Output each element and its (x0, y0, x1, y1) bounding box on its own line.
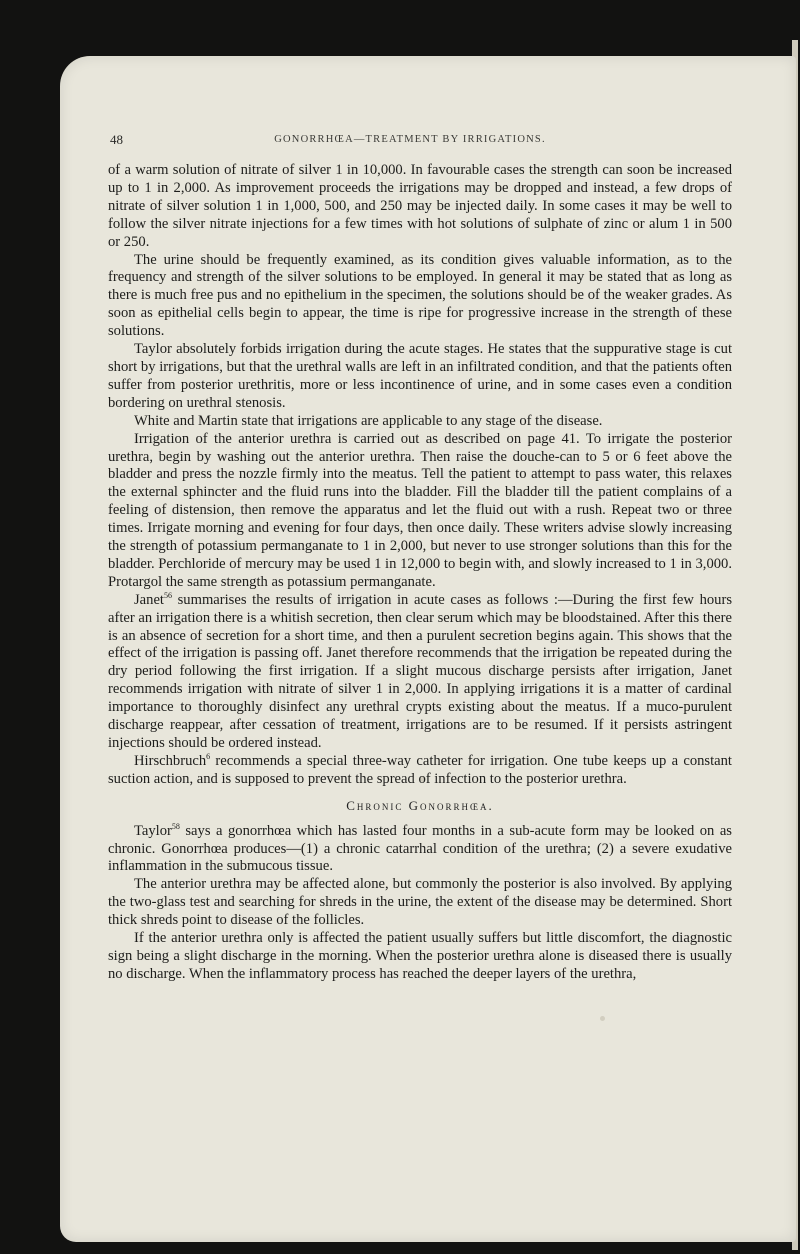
page-header (110, 132, 710, 152)
paragraph-text: recommends a special three-way catheter for irrigation. One tube keeps up a constant suction action, and is supposed to prevent the spread of infection to the posterior urethra. (108, 752, 732, 787)
paragraph-janet (108, 592, 732, 753)
paragraph: White and Martin state that irrigations are applicable to any stage of the disease. (134, 412, 603, 429)
paragraph-text: says a gonorrhœa which has lasted four months in a sub-acute form may be looked on as chronic. Gonorrhœa produces—(1) a chronic catarrhal condition of the urethra; (2) a severe exudative inflammation in the submucous tissue. (108, 822, 732, 875)
section-heading: Chronic Gonorrhœa. (346, 797, 494, 813)
paragraph: Irrigation of the anterior urethra is carried out as described on page 41. To irrigate the posterior urethra, begin by washing out the anterior urethra. Then raise the douche-can to 5 or 6 feet above the bladder and press the nozzle firmly into the meatus. Tell the patient to attempt to pass water, this relaxes the external sphincter and the fluid runs into the bladder. Fill the bladder till the patient complains of a feeling of distension, then remove the apparatus and let the fluid out with a rush. Repeat two or three times. Irrigate morning and evening for four days, then once daily. These writers advise slowly increasing the strength of potassium permanganate to 1 in 2,000, but never to use stronger solutions than this for the bladder. Perchloride of mercury may be used 1 in 12,000 to begin with, and slowly increased to 1 in 3,000. Protargol the same strength as potassium permanganate. (108, 430, 732, 590)
author-name: Hirschbruch (134, 752, 207, 769)
paragraph-hirschbruch (108, 753, 732, 789)
reference-number: 56 (164, 590, 172, 600)
reference-number: 6 (206, 752, 211, 762)
paragraph-taylor (108, 823, 732, 877)
paragraph: The urine should be frequently examined, as its condition gives valuable information, as to the frequency and strength of the silver solutions to be employed. In general it may be stated that as long as there is much free pus and no epithelium in the specimen, the solutions should be of the weaker grades. As soon as epithelial cells begin to appear, the time is ripe for progressive increase in the strength of these solutions. (108, 251, 732, 340)
body-text (108, 162, 732, 984)
running-head: GONORRHŒA—TREATMENT BY IRRIGATIONS. (274, 134, 546, 145)
paragraph: The anterior urethra may be affected alone, but commonly the posterior is also involved. By applying the two-glass test and searching for shreds in the urine, the extent of the disease may be determined. Short thick shreds point to disease of the follicles. (108, 876, 732, 929)
page-number: 48 (110, 132, 123, 147)
paragraph: If the anterior urethra only is affected the patient usually suffers but little discomfort, the diagnostic sign being a slight discharge in the morning. When the posterior urethra alone is diseased there is usually no discharge. When the inflammatory process has reached the deeper layers of the urethra, (108, 930, 732, 982)
author-name: Janet (134, 591, 164, 608)
paragraph: of a warm solution of nitrate of silver 1 in 10,000. In favourable cases the strength can soon be increased up to 1 in 2,000. As improvement proceeds the irrigations may be dropped and instead, a few drops of nitrate of silver solution 1 in 1,000, 500, and 250 may be injected daily. In some cases it may be well to follow the silver nitrate injections for a few times with hot solutions of sulphate of zinc or alum 1 in 500 or 250. (108, 162, 732, 250)
paragraph: Taylor absolutely forbids irrigation during the acute stages. He states that the suppurative stage is cut short by irrigations, but that the urethral walls are left in an infiltrated condition, and that the patients often suffer from posterior urethritis, more or less incontinence of urine, and in some cases even a condition bordering on urethral stenosis. (108, 341, 732, 411)
reference-number: 58 (171, 821, 180, 831)
author-name: Taylor (134, 822, 172, 839)
paper-spot (600, 1016, 605, 1021)
paragraph-text: summarises the results of irrigation in acute cases as follows :—During the first few hours after an irrigation there is a whitish secretion, then clear serum which may be bloodstained. After this there is an absence of secretion for a short time, and then a purulent secretion begins again. This shows that the effect of the irrigation is passing off. Janet therefore recommends that the irrigation be repeated during the dry period following the first irrigation. If a slight mucous discharge persists after irrigation, Janet recommends irrigation with nitrate of silver 1 in 2,000. In applying irrigations it is a matter of cardinal importance to thoroughly disinfect any urethral crypts existing about the meatus. If a muco-purulent discharge reappear, after cessation of treatment, irrigations are to be resumed. If it persists astringent injections should be ordered instead. (108, 591, 732, 751)
